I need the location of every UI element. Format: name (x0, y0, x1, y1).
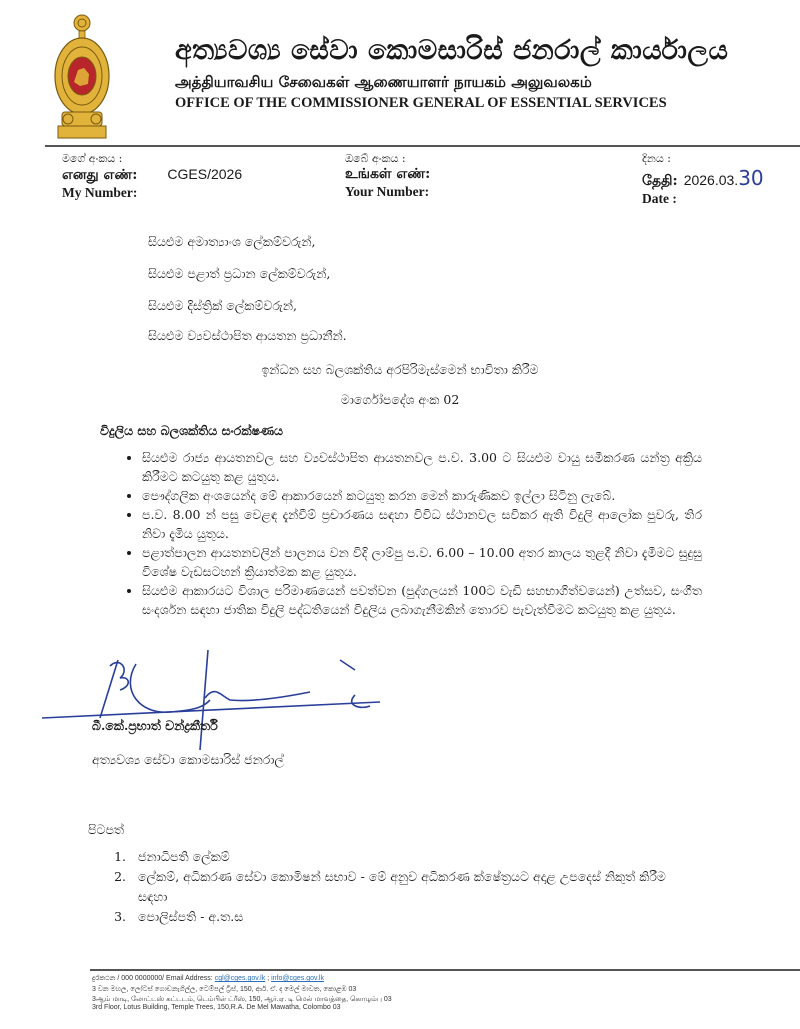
copy-recipient: 1. ජනාධිපති ලේකම් (130, 847, 690, 867)
footer-email-separator: ; (265, 975, 272, 982)
footer-email-1[interactable]: cgl@cges.gov.lk (214, 975, 266, 982)
copy-recipient: 2. ලේකම්, අධිකරණ සේවා කොමිෂන් සභාව - මේ අනුව අධිකරණ ක්ෂේත්‍රයට අදාළ උපදෙස් නිකුත් කිරීම සඳහා (130, 867, 690, 907)
instruction-item: • ප.ව. 8.00 න් පසු වෙළඳ දැන්වීම් ප්‍රචාරණය සඳහා විවිධ ස්ථානවල සවිකර ඇති විදුලි ආලෝක පුවරු, තිර නිවා දැමිය යුතුය. (142, 505, 702, 543)
footer-contact (92, 975, 324, 983)
footer-address-en: 3rd Floor, Lotus Building, Temple Trees, 150,R.A. De Mel Mawatha, Colombo 03 (92, 1004, 341, 1011)
my-number-value: CGES/2026 (167, 166, 243, 182)
footer-email-2[interactable]: info@cges.gov.lk (271, 975, 324, 982)
instruction-list (112, 448, 702, 619)
guideline-number: මාර්ගෝපදේශ අංක 02 (340, 392, 460, 407)
national-emblem-icon (52, 12, 112, 140)
footer-address-ta: 3ஆம் மாடி, லோட்டஸ் கட்டடம், டெம்பிள் ட்ரீஸ், 150, ஆர்.ஏ. டி மெல் மாவத்தை, கொழும்பு 03 (92, 996, 392, 1003)
signature-icon (40, 650, 380, 750)
copies-heading: පිටපත් (88, 822, 125, 837)
my-number-label-si: මගේ අංකය : (62, 152, 123, 165)
date-value-handwritten: 30 (738, 166, 764, 190)
signatory-title: අත්‍යවශ්‍ය සේවා කොමසාරිස් ජනරාල් (92, 752, 284, 767)
office-title-tamil: அத்தியாவசிய சேவைகள் ஆணையாளர் நாயகம் அலுவலகம் (175, 73, 592, 91)
header-divider (45, 145, 800, 147)
copy-recipient: 3. පොලිස්පති - අ.ත.ස (130, 907, 690, 927)
footer-address-si: 3 වන මහල, ලෝටස් ගොඩනැගිල්ල, ටෙම්පල් ට්‍රීස්, 150, ආර්. ඒ. ද මෙල් මාවත, කොළඹ 03 (92, 986, 357, 993)
instruction-item: • සියළුම රාජ්‍ය ආයතනවල සහ ව්‍යවස්ථාපිත ආයතනවල ප.ව. 3.00 ට සියළුම වායු සමීකරණ යන්ත්‍ර අක්‍රිය කිරීමට කටයුතු කළ යුතුය. (142, 448, 702, 486)
footer-phone-label: දුරකථන / 000 0000000/ Email Address: (92, 975, 213, 982)
instruction-item: • සියළුම ආකාරයට විශාල පරිමාණයෙන් පවත්වන (පුද්ගලයන් 100ට වැඩි සහභාගිත්වයෙන්) උත්සව, සංගීත සංදර්ශන සඳහා ජාතික විදුලි පද්ධතියෙන් විදුලිය ලබාගැනීමකින් තොරව පැවැත්වීමට කටයුතු කළ යුතුය. (142, 581, 702, 619)
subject-line: ඉන්ධන සහ බලශක්තිය අරපිරිමැස්මෙන් භාවිතා කිරීම (261, 362, 539, 377)
addressee-4: සියළුම ව්‍යවස්ථාපිත ආයතන ප්‍රධානීන්. (148, 328, 347, 343)
your-number-label-en: Your Number: (345, 184, 430, 199)
footer-divider (90, 969, 800, 971)
date-label-si: දිනය : (642, 152, 671, 165)
my-number-label-en: My Number: (62, 185, 138, 200)
instruction-item: • පළාත්පාලන ආයතනවලින් පාලනය වන විදි ලාම්පු ප.ව. 6.00 – 10.00 අතර කාලය තුළදී නිවා දැමීමට සුදුසු විශේෂ වැඩසටහන් ක්‍රියාත්මක කළ යුතුය. (142, 543, 702, 581)
date-label-ta: தேதி: (642, 173, 678, 189)
signatory-name: බී.කේ.ප්‍රභාත් චන්ද්‍රකීර්ති (92, 718, 218, 733)
date-label-en: Date : (642, 191, 677, 206)
copies-list (100, 847, 690, 927)
my-number-label-ta: எனது எண்: (62, 167, 138, 183)
addressee-3: සියළුම දිස්ත්‍රික් ලේකම්වරුන්, (148, 298, 297, 313)
date-block (642, 152, 764, 207)
date-value-printed: 2026.03. (683, 172, 739, 188)
your-number-block (345, 152, 430, 200)
your-number-label-si: ඔබේ අංකය : (345, 152, 406, 165)
addressee-1: සියළුම අමාත්‍යාංශ ලේකම්වරුන්, (148, 234, 316, 249)
my-number-block (62, 152, 242, 201)
office-title-english: OFFICE OF THE COMMISSIONER GENERAL OF ESSENTIAL SERVICES (175, 95, 667, 111)
section-heading: විදුලිය සහ බලශක්තිය සංරක්ෂණය (100, 423, 283, 438)
addressee-2: සියළුම පළාත් ප්‍රධාන ලේකම්වරුන්, (148, 266, 331, 281)
instruction-item: • පෞද්ගලික අංශයෙන්ද මේ ආකාරයෙන් කටයුතු කරන මෙන් කාරුණිකව ඉල්ලා සිටිනු ලැබේ. (142, 486, 702, 505)
your-number-label-ta: உங்கள் எண்: (345, 166, 431, 182)
office-title-sinhala: අත්‍යවශ්‍ය සේවා කොමසාරිස් ජනරාල් කාර්යාලය (175, 35, 729, 66)
